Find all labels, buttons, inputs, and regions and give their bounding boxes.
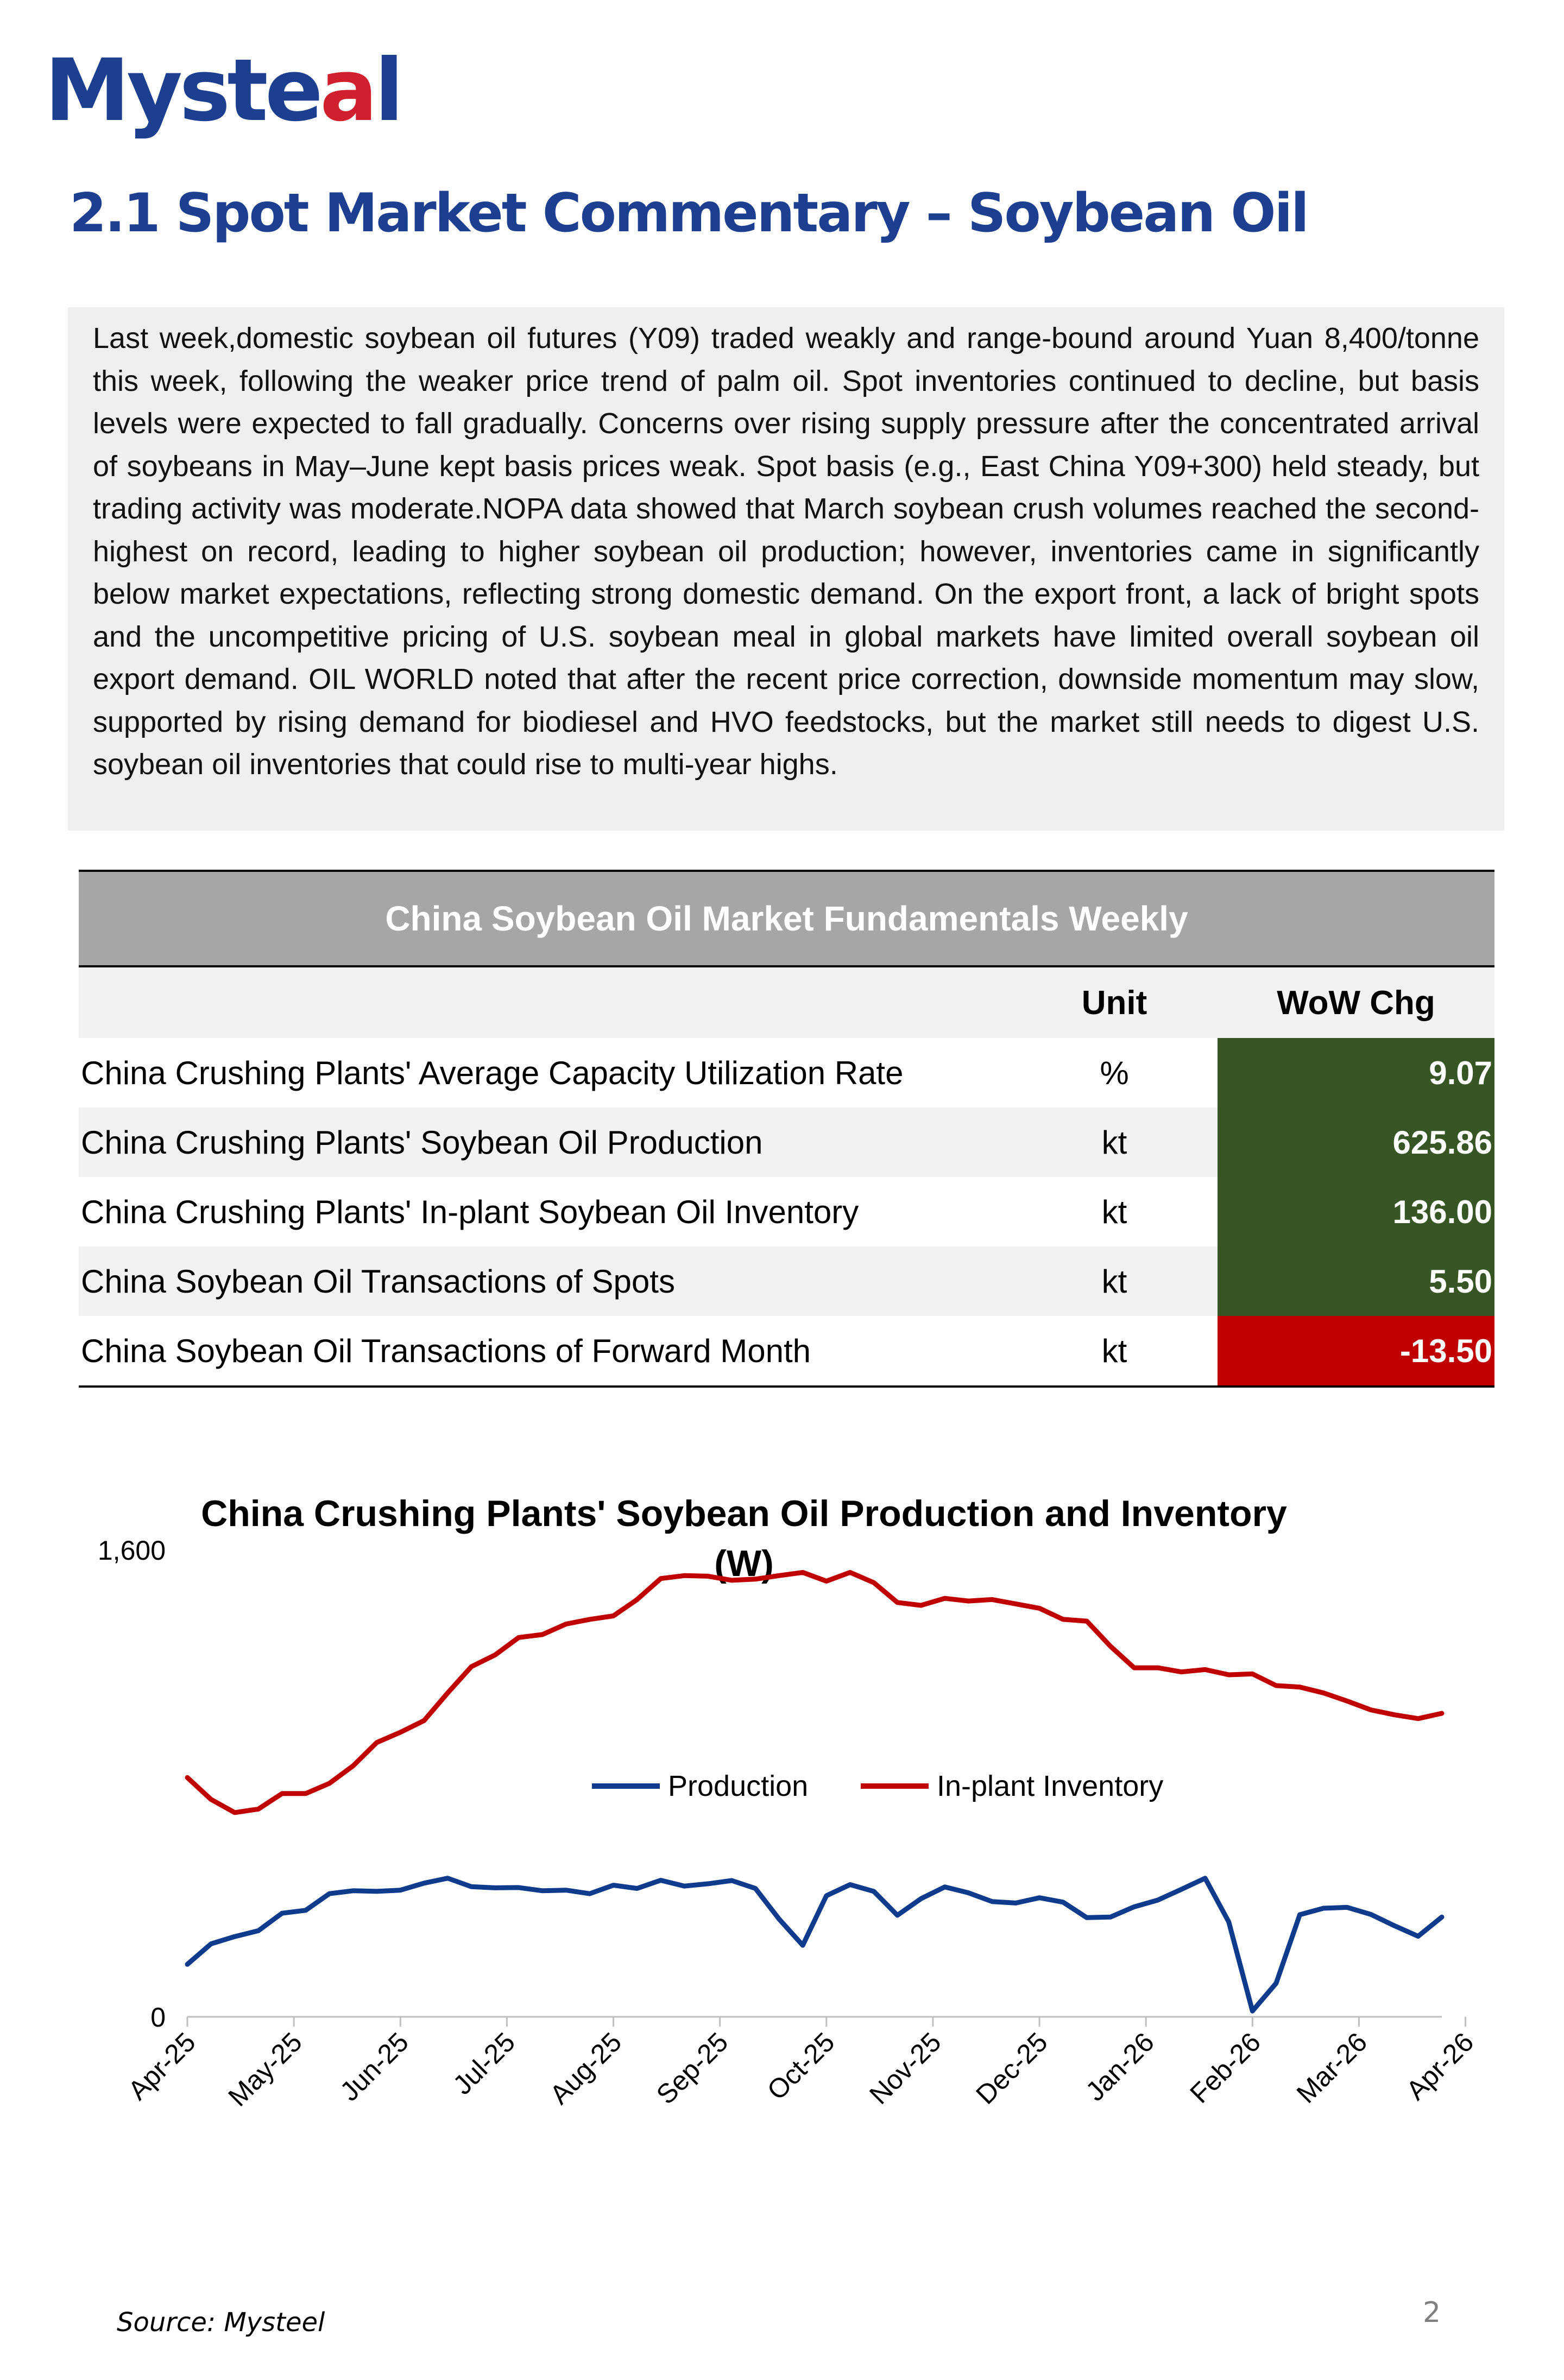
table-row [79,1177,1494,1246]
legend-label: In-plant Inventory [937,1770,1164,1802]
x-tick-label: Sep-25 [650,2027,734,2110]
x-tick-label: Apr-26 [1400,2027,1480,2106]
row-wow-change: 625.86 [1218,1107,1494,1177]
row-label: China Crushing Plants' In-plant Soybean Oil Inventory [79,1177,1011,1246]
column-header-wow: WoW Chg [1218,966,1494,1038]
row-label: China Soybean Oil Transactions of Forward Month [79,1316,1011,1387]
legend-label: Production [668,1770,809,1802]
row-label: China Soybean Oil Transactions of Spots [79,1246,1011,1316]
row-wow-change: 5.50 [1218,1246,1494,1316]
series-line-in-plant-inventory [187,1572,1442,1812]
table-row [79,1246,1494,1316]
x-tick-label: Aug-25 [544,2027,628,2110]
x-tick-label: Feb-26 [1184,2027,1267,2109]
line-chart [0,1531,1564,2172]
row-unit: kt [1011,1107,1218,1177]
x-tick-label: Jan-26 [1080,2027,1160,2107]
table-row [79,1316,1494,1387]
column-header-unit: Unit [1011,966,1218,1038]
row-label: China Crushing Plants' Soybean Oil Production [79,1107,1011,1177]
column-header-label [79,966,1011,1038]
y-tick-label: 1,600 [97,1535,166,1566]
commentary-box: Last week,domestic soybean oil futures (Y09) traded weakly and range-bound around Yuan 8,400/tonne this week, following the weaker price trend of palm oil. Spot inventories continued to decline, but basis levels were expected to fall gradually. Concerns over rising supply pressure after the concentrated arrival of soybeans in May–June kept basis prices weak. Spot basis (e.g., East China Y09+300) held steady, but trading activity was moderate.NOPA data showed that March soybean crush volumes reached the second-highest on record, leading to higher soybean oil production; however, inventories came in significantly below market expectations, reflecting strong domestic demand. On the export front, a lack of bright spots and the uncompetitive pricing of U.S. soybean meal in global markets have limited overall soybean oil export demand. OIL WORLD noted that after the recent price correction, downside momentum may slow, supported by rising demand for biodiesel and HVO feedstocks, but the market still needs to digest U.S. soybean oil inventories that could rise to multi-year highs. [68,307,1504,831]
source-note: Source: Mysteel [117,2307,325,2338]
row-unit: % [1011,1038,1218,1107]
x-tick-label: Jul-25 [447,2027,521,2101]
x-tick-label: May-25 [222,2027,308,2112]
x-tick-label: Mar-26 [1290,2027,1373,2109]
row-unit: kt [1011,1246,1218,1316]
page-title: 2.1 Spot Market Commentary – Soybean Oil [70,182,1308,244]
x-tick-label: Nov-25 [863,2027,947,2110]
series-line-production [187,1878,1442,2011]
x-tick-label: Apr-25 [122,2027,201,2106]
table-row [79,1038,1494,1107]
mysteel-logo: Mysteal [45,41,401,141]
chart-title: China Crushing Plants' Soybean Oil Production and Inventory (W) [201,1493,1287,1584]
table-title: China Soybean Oil Market Fundamentals Weekly [79,871,1494,966]
page-number: 2 [1423,2296,1441,2329]
x-tick-label: Jun-25 [334,2027,415,2107]
row-label: China Crushing Plants' Average Capacity Utilization Rate [79,1038,1011,1107]
x-tick-label: Oct-25 [761,2027,841,2106]
table-row [79,1107,1494,1177]
row-unit: kt [1011,1316,1218,1387]
row-wow-change: -13.50 [1218,1316,1494,1387]
row-unit: kt [1011,1177,1218,1246]
row-wow-change: 136.00 [1218,1177,1494,1246]
x-tick-label: Dec-25 [970,2027,1054,2110]
row-wow-change: 9.07 [1218,1038,1494,1107]
fundamentals-table [79,870,1494,1388]
y-tick-label: 0 [150,2002,166,2033]
